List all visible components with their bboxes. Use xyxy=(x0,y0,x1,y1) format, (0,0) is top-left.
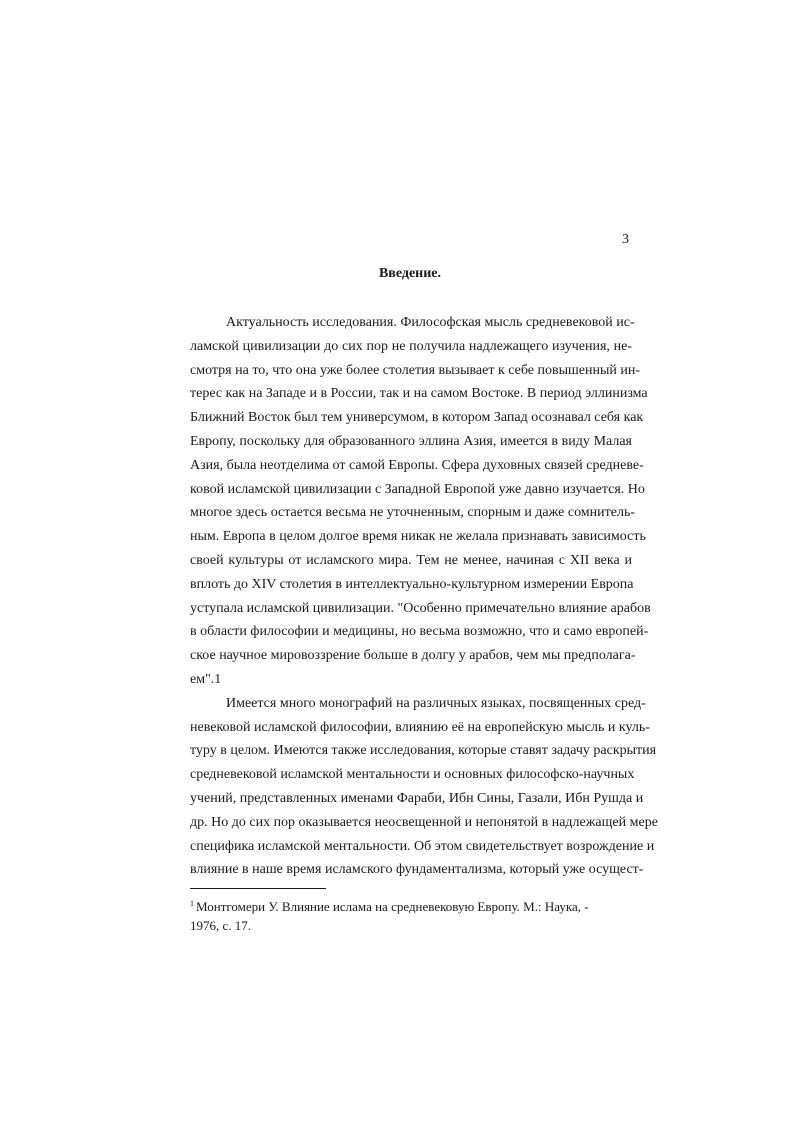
paragraph-line: ем".1 xyxy=(190,671,222,687)
paragraph-line: Ближний Восток был тем универсумом, в котором Запад осознавал себя как xyxy=(190,410,644,426)
paragraph-line: смотря на то, что она уже более столетия вызывает к себе повышенный ин- xyxy=(190,362,641,378)
paragraph-line: ным. Европа в целом долгое время никак не желала признавать зависимость xyxy=(190,529,646,545)
paragraph-line: туру в целом. Имеются также исследования, которые ставят задачу раскрытия xyxy=(190,743,657,759)
paragraph-line: ское научное мировоззрение больше в долгу у арабов, чем мы предполага- xyxy=(190,648,636,664)
paragraph-line: в области философии и медицины, но весьма возможно, что и само европей- xyxy=(190,624,649,640)
paragraph-line: ламской цивилизации до сих пор не получила надлежащего изучения, не- xyxy=(190,338,632,354)
footnote xyxy=(190,894,630,935)
footnote-line: 1976, с. 17. xyxy=(190,918,252,933)
paragraph-line: невековой исламской философии, влиянию её на европейскую мысль и куль- xyxy=(190,719,650,735)
page-number: 3 xyxy=(622,232,629,247)
paragraph-line: вплоть до XIV столетия в интеллектуально-культурном измерении Европа xyxy=(190,576,634,592)
footnote-text: Монтгомери У. Влияние ислама на средневековую Европу. М.: Наука, - xyxy=(196,899,589,914)
paragraph-line: ковой исламской цивилизации с Западной Европой уже давно изучается. Но xyxy=(190,481,645,497)
body-text xyxy=(190,311,658,882)
page-title: Введение. xyxy=(378,266,442,281)
paragraph-line: Азия, была неотделима от самой Европы. Сфера духовных связей средневе- xyxy=(190,457,644,473)
paragraph-line: многое здесь остается весьма не уточненным, спорным и даже сомнитель- xyxy=(190,505,636,521)
paragraph-line: своей культуры от исламского мира. Тем не менее, начиная с XII века и xyxy=(190,552,632,568)
paragraph-line: специфика исламской ментальности. Об этом свидетельствует возрождение и xyxy=(190,838,655,854)
paragraph-line: Актуальность исследования. Философская мысль средневековой ис- xyxy=(226,315,635,330)
paragraph-line: средневековой исламской ментальности и основных философско-научных xyxy=(190,767,635,783)
paragraph-line: учений, представленных именами Фараби, Ибн Сины, Газали, Ибн Рушда и xyxy=(190,790,644,806)
paragraph-line: уступала исламской цивилизации. "Особенно примечательно влияние арабов xyxy=(190,600,651,616)
footnote-divider xyxy=(190,888,326,889)
paragraph-line: Имеется много монографий на различных языках, посвященных сред- xyxy=(226,695,646,711)
paragraph-line: Европу, поскольку для образованного эллина Азия, имеется в виду Малая xyxy=(190,433,632,449)
paragraph-line: терес как на Западе и в России, так и на самом Востоке. В период эллинизма xyxy=(190,386,648,402)
footnote-line xyxy=(190,894,630,916)
footnote-marker: 1 xyxy=(190,899,194,908)
paragraph-line: др. Но до сих пор оказывается неосвещенной и непонятой в надлежащей мере xyxy=(190,814,658,830)
paragraph-line: влияние в наше время исламского фундаментализма, который уже осущест- xyxy=(190,862,644,878)
